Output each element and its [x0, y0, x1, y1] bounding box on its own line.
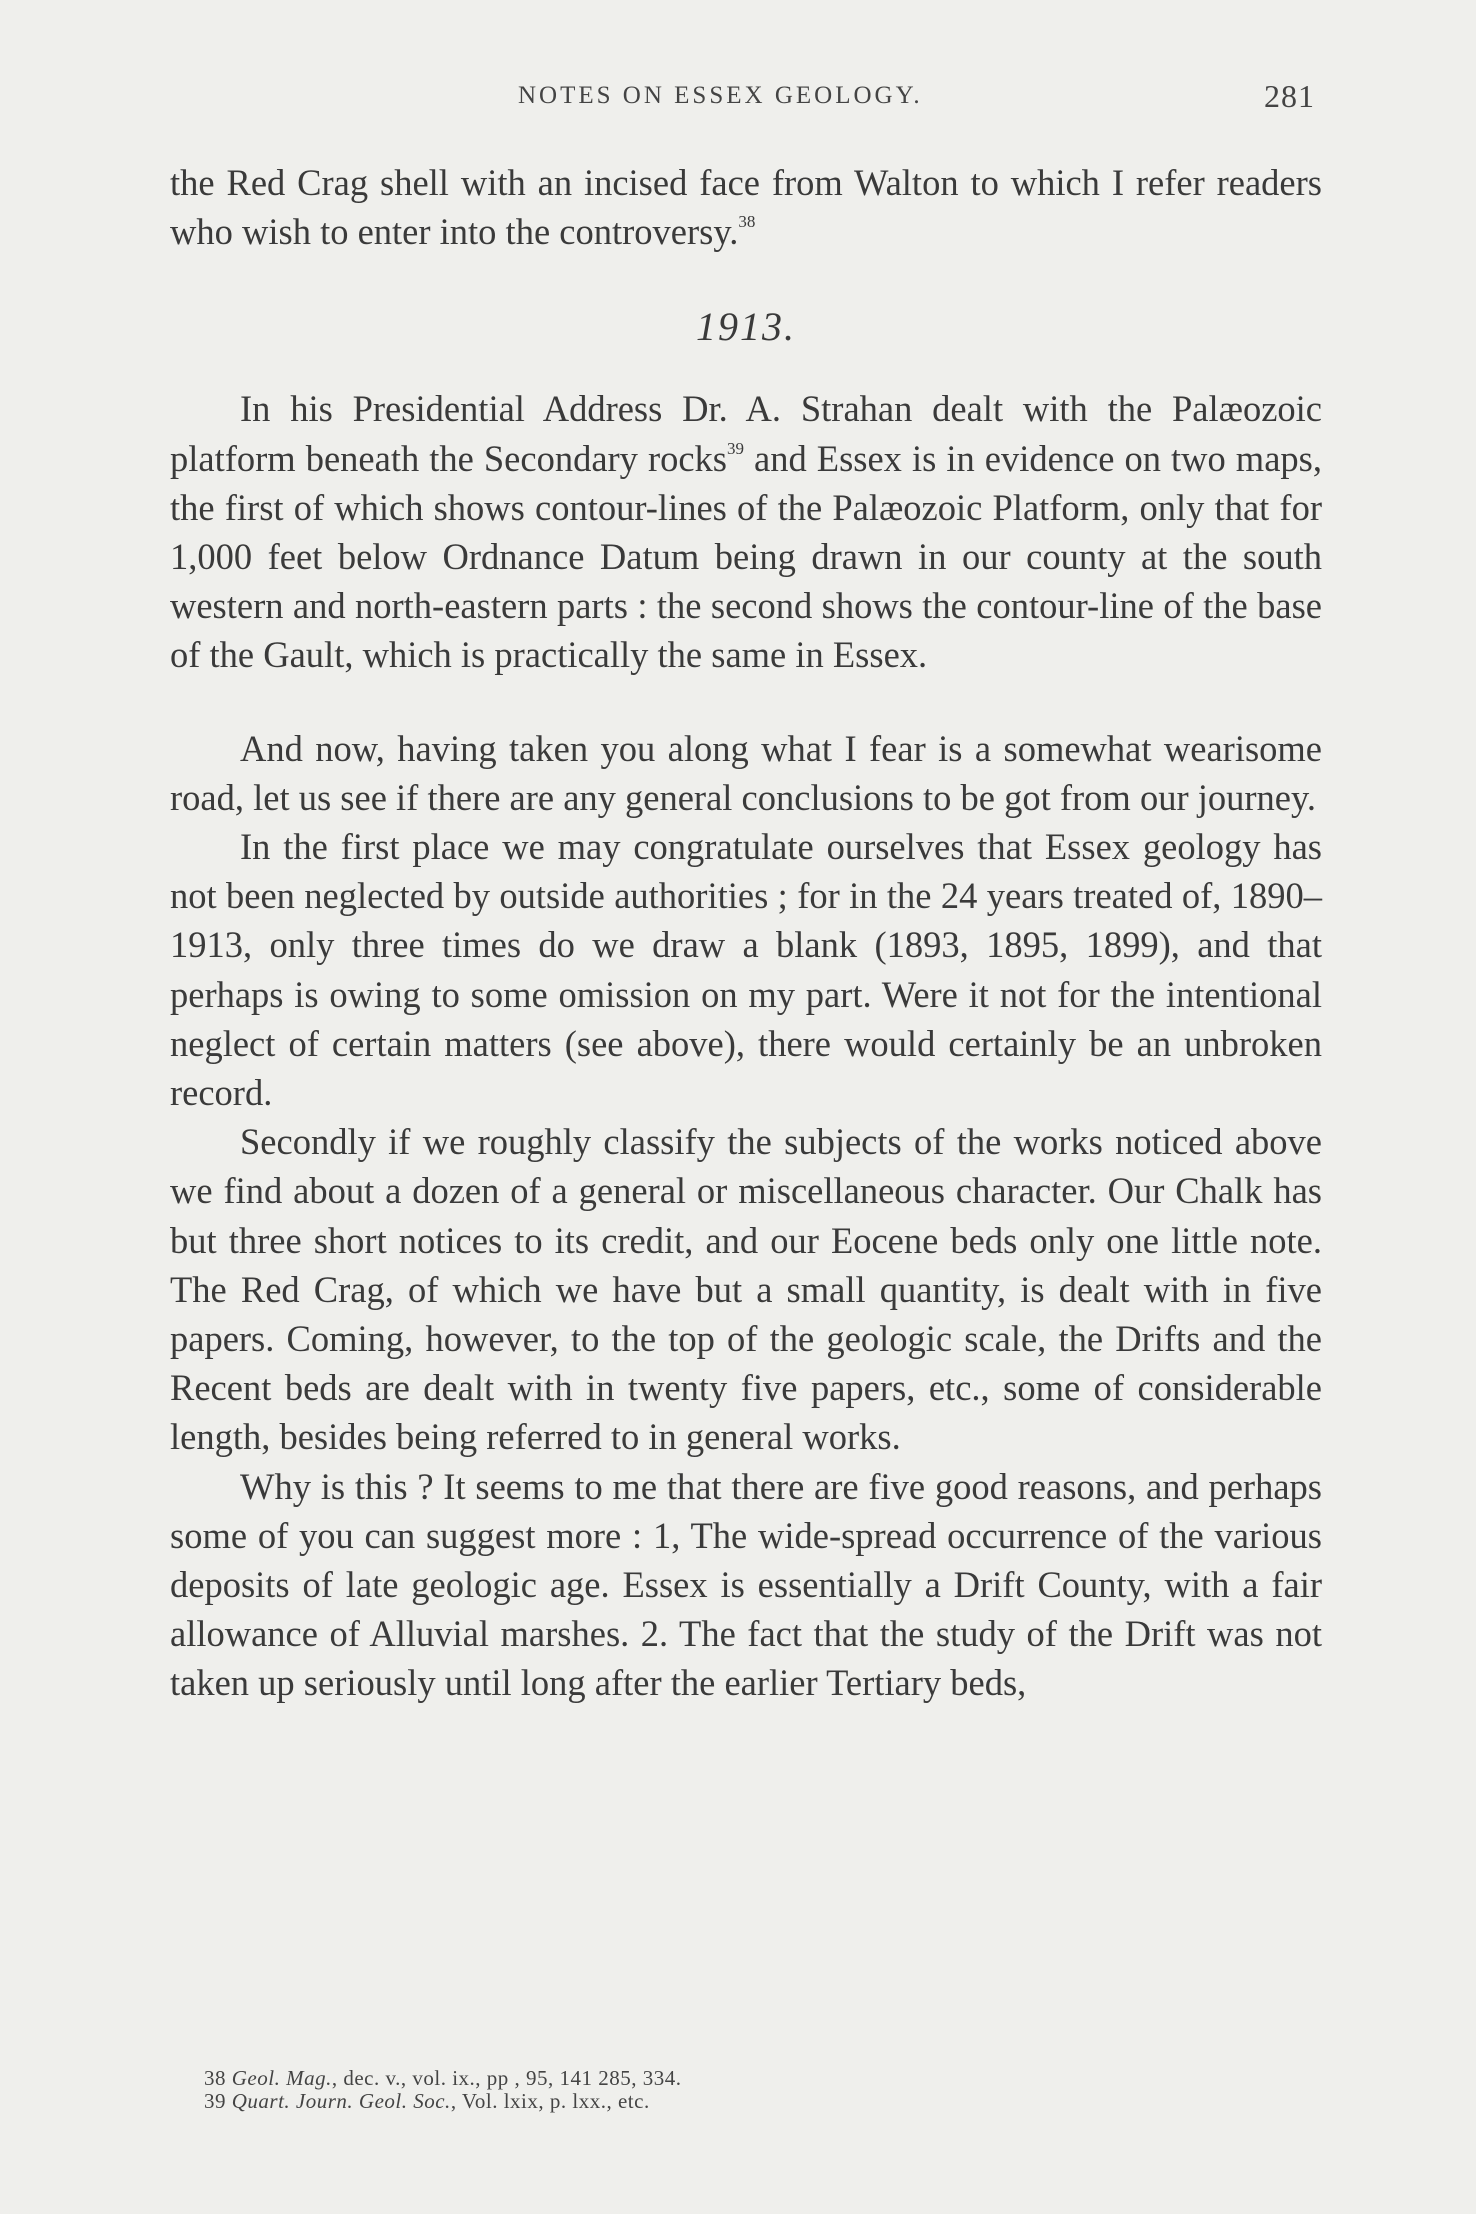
footnotes [204, 2067, 1304, 2113]
paragraph-gap [170, 680, 1322, 724]
paragraph-continuation-text: the Red Crag shell with an incised face from Walton to which I refer readers who wish to enter into the controversy. [170, 162, 1322, 253]
footnote-detail: , dec. v., vol. ix., pp , 95, 141 285, 334. [331, 2066, 682, 2090]
paragraph-secondly: Secondly if we roughly classify the subjects of the works noticed above we find about a dozen of a general or miscellaneous character. Our Chalk has but three short notices to its credit, and our Eocene beds only one little note. The Red Crag, of which we have but a small quantity, is dealt with in five papers. Coming, however, to the top of the geologic scale, the Drifts and the Recent beds are dealt with in twenty five papers, etc., some of considerable length, besides being referred to in general works. [170, 1121, 1322, 1458]
running-title: NOTES ON ESSEX GEOLOGY. [518, 82, 923, 109]
paragraph-strahan-text-a: In his Presidential Address Dr. A. Strahan dealt with the Palæozoic platform beneath the Secondary rocks [170, 388, 1322, 479]
footnote-detail: , Vol. lxix, p. lxx., etc. [450, 2089, 650, 2113]
paragraph-strahan-text-b: and Essex is in evidence on two maps, the first of which shows contour-lines of the Palæozoic Platform, only that for 1,000 feet below Ordnance Datum being drawn in our county at the south western and north-eastern parts : the second shows the contour-line of the base of the Gault, which is practically the same in Essex. [170, 437, 1322, 676]
footnote-number: 38 [204, 2066, 226, 2090]
footnote-ref-39: 39 [727, 438, 745, 458]
paragraph-continuation [170, 158, 1322, 256]
paragraph-first-place: In the first place we may congratulate ourselves that Essex geology has not been neglected by outside authorities ; for in the 24 years treated of, 1890–1913, only three times do we draw a blank (1893, 1895, 1899), and that perhaps is owing to some omission on my part. Were it not for the intentional neglect of certain matters (see above), there would certainly be an unbroken record. [170, 826, 1322, 1114]
footnote-39 [204, 2090, 1304, 2113]
paragraph-strahan [170, 384, 1322, 679]
page-number: 281 [1264, 78, 1315, 114]
footnote-38 [204, 2067, 1304, 2090]
footnote-number: 39 [204, 2089, 226, 2113]
footnote-source: Quart. Journ. Geol. Soc. [231, 2089, 451, 2113]
footnote-source: Geol. Mag. [231, 2066, 332, 2090]
year-heading: 1913. [696, 304, 796, 350]
paragraph-why: Why is this ? It seems to me that there are five good reasons, and perhaps some of you can suggest more : 1, The wide-spread occurrence of the various deposits of late geologic age. Essex is essentially a Drift County, with a fair allowance of Alluvial marshes. 2. The fact that the study of the Drift was not taken up seriously until long after the earlier Tertiary beds, [170, 1465, 1322, 1704]
body-text [170, 158, 1322, 1708]
paragraph-conclusions: And now, having taken you along what I fear is a somewhat wearisome road, let us see if there are any general conclusions to be got from our journey. [170, 727, 1322, 818]
running-head [0, 78, 1476, 122]
footnote-ref-38: 38 [738, 212, 756, 232]
